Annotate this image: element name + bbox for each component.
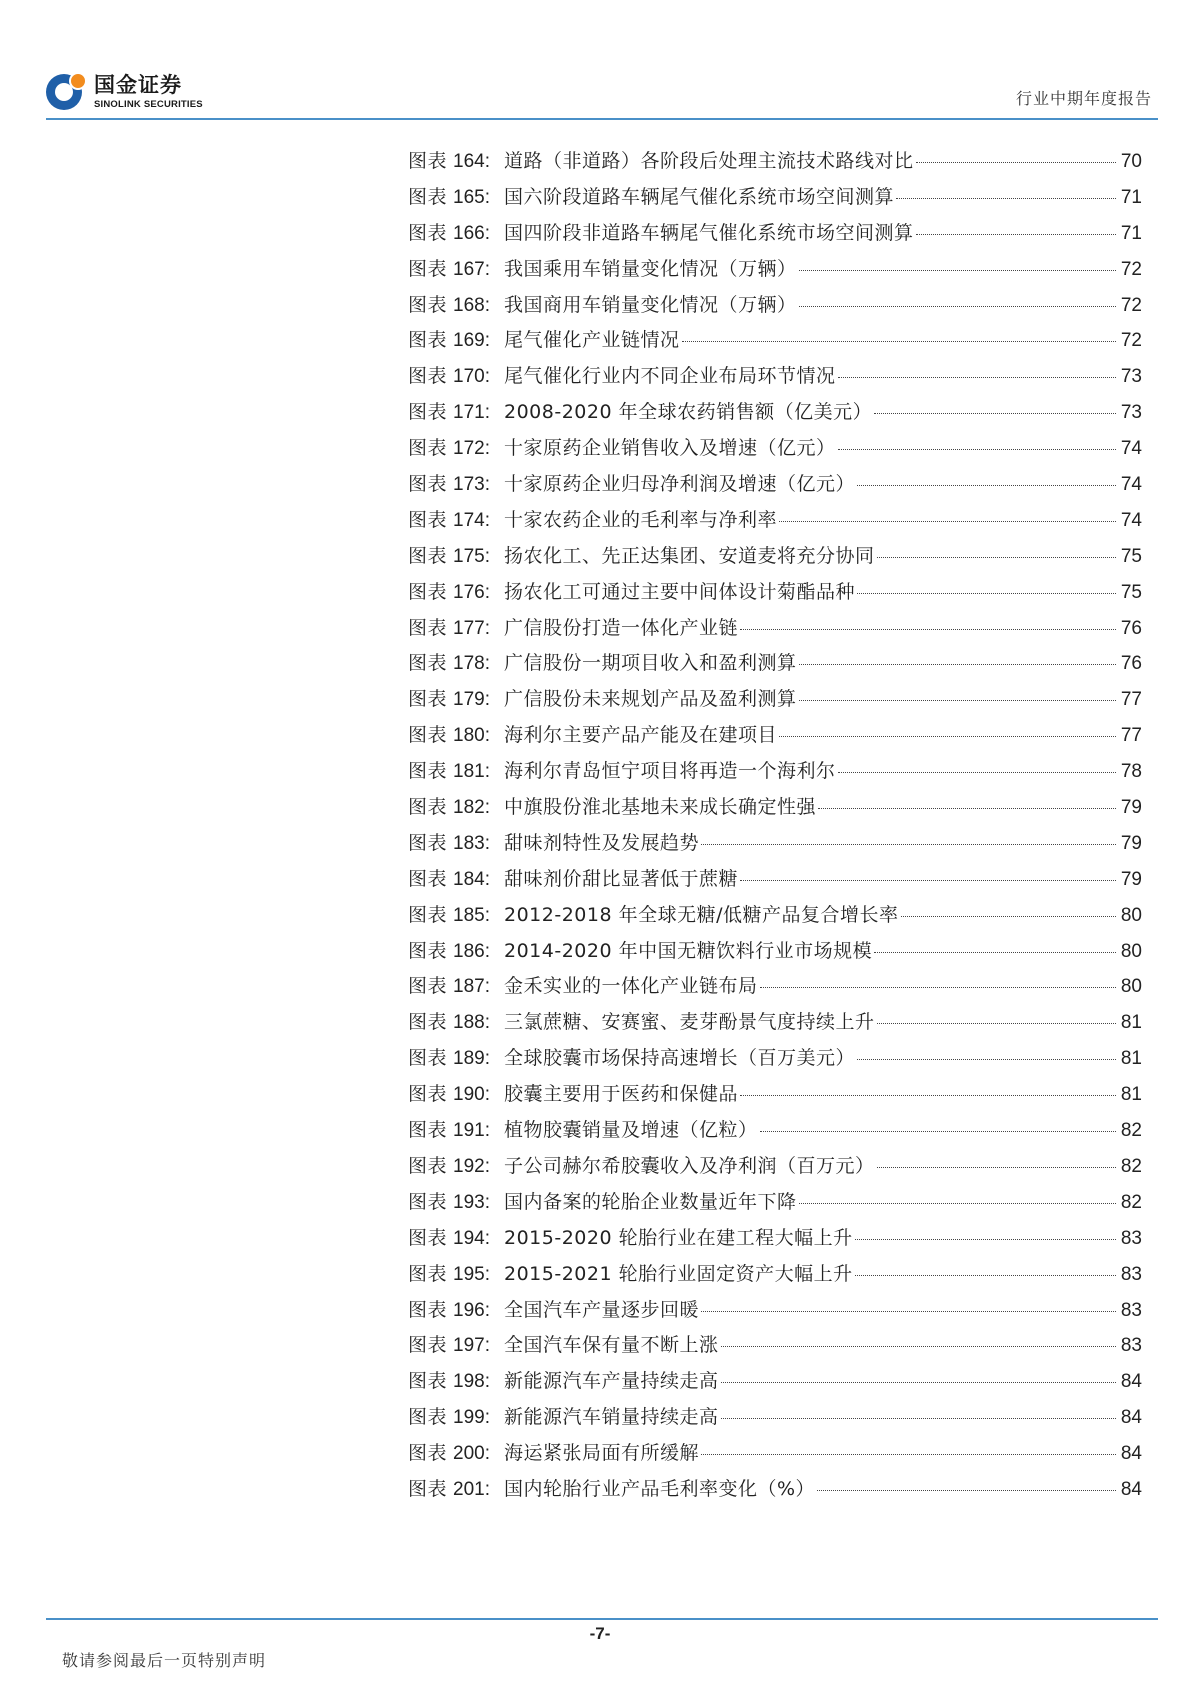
toc-entry-label: 图表 [408,1226,448,1249]
toc-entry-title: 扬农化工、先正达集团、安道麦将充分协同 [504,544,875,567]
toc-entry[interactable] [408,254,1142,290]
toc-entry-label: 图表 [408,544,448,567]
toc-entry[interactable] [408,361,1142,397]
toc-dot-leader [901,916,1116,917]
toc-entry-title: 中旗股份淮北基地未来成长确定性强 [504,796,817,819]
toc-entry-number: 187: [453,976,490,998]
toc-entry-number: 201: [453,1478,490,1500]
toc-entry-page: 81 [1120,1012,1142,1034]
toc-entry-title: 植物胶囊销量及增速（亿粒） [504,1119,758,1142]
toc-dot-leader [877,1167,1116,1168]
toc-entry[interactable] [408,1295,1142,1331]
toc-entry-title: 甜味剂价甜比显著低于蔗糖 [504,867,739,890]
toc-entry-number: 199: [453,1407,490,1429]
toc-dot-leader [817,1490,1116,1491]
toc-entry-label: 图表 [408,1047,448,1070]
toc-entry[interactable] [408,1474,1142,1510]
toc-entry[interactable] [408,1223,1142,1259]
toc-entry-title: 子公司赫尔希胶囊收入及净利润（百万元） [504,1154,875,1177]
toc-entry-title: 广信股份打造一体化产业链 [504,616,739,639]
toc-dot-leader [874,952,1116,953]
toc-dot-leader [682,341,1116,342]
toc-entry-page: 83 [1120,1299,1142,1321]
toc-entry[interactable] [408,792,1142,828]
toc-entry-number: 171: [453,402,490,424]
toc-entry-page: 76 [1120,617,1142,639]
toc-entry-number: 176: [453,581,490,603]
toc-entry-page: 83 [1120,1263,1142,1285]
toc-entry-label: 图表 [408,1298,448,1321]
toc-entry-number: 188: [453,1012,490,1034]
toc-entry-page: 72 [1120,294,1142,316]
toc-entry[interactable] [408,936,1142,972]
toc-entry-title: 2015-2020 轮胎行业在建工程大幅上升 [504,1226,853,1249]
toc-entry-title: 2015-2021 轮胎行业固定资产大幅上升 [504,1262,853,1285]
toc-entry-title: 金禾实业的一体化产业链布局 [504,975,758,998]
toc-entry[interactable] [408,1438,1142,1474]
toc-dot-leader [740,880,1116,881]
toc-dot-leader [779,736,1116,737]
toc-entry-page: 82 [1120,1155,1142,1177]
toc-entry-number: 198: [453,1371,490,1393]
toc-entry-label: 图表 [408,508,448,531]
toc-entry[interactable] [408,648,1142,684]
toc-dot-leader [701,844,1116,845]
toc-entry-page: 79 [1120,868,1142,890]
toc-entry-label: 图表 [408,329,448,352]
toc-entry-page: 83 [1120,1335,1142,1357]
toc-entry-label: 图表 [408,1119,448,1142]
toc-entry-number: 165: [453,186,490,208]
toc-entry-title: 三氯蔗糖、安赛蜜、麦芽酚景气度持续上升 [504,1011,875,1034]
toc-entry-number: 178: [453,653,490,675]
toc-dot-leader [701,1311,1116,1312]
toc-dot-leader [799,664,1116,665]
toc-entry-title: 国四阶段非道路车辆尾气催化系统市场空间测算 [504,221,914,244]
toc-entry-number: 175: [453,545,490,567]
toc-entry-label: 图表 [408,688,448,711]
toc-entry[interactable] [408,182,1142,218]
toc-entry-number: 182: [453,797,490,819]
toc-entry-number: 186: [453,940,490,962]
toc-entry-label: 图表 [408,652,448,675]
toc-entry-number: 172: [453,438,490,460]
toc-entry-number: 189: [453,1048,490,1070]
toc-dot-leader [760,1131,1116,1132]
toc-entry[interactable] [408,971,1142,1007]
toc-entry-page: 78 [1120,761,1142,783]
toc-entry-page: 71 [1120,186,1142,208]
toc-dot-leader [701,1454,1116,1455]
toc-entry-number: 174: [453,509,490,531]
toc-entry-number: 192: [453,1155,490,1177]
toc-entry-label: 图表 [408,1083,448,1106]
toc-entry[interactable] [408,290,1142,326]
toc-entry-title: 新能源汽车销量持续走高 [504,1406,719,1429]
disclaimer: 敬请参阅最后一页特别声明 [62,1651,267,1670]
toc-entry-label: 图表 [408,975,448,998]
toc-entry[interactable] [408,1187,1142,1223]
toc-entry-page: 82 [1120,1191,1142,1213]
toc-entry-number: 177: [453,617,490,639]
toc-dot-leader [896,198,1116,199]
toc-entry[interactable] [408,1366,1142,1402]
toc-entry[interactable] [408,541,1142,577]
toc-entry-number: 185: [453,904,490,926]
toc-entry-title: 海利尔青岛恒宁项目将再造一个海利尔 [504,760,836,783]
page-header [46,68,1158,120]
toc-entry-label: 图表 [408,760,448,783]
toc-entry-label: 图表 [408,1190,448,1213]
toc-dot-leader [721,1418,1116,1419]
toc-entry-number: 191: [453,1120,490,1142]
toc-entry-page: 82 [1120,1120,1142,1142]
toc-entry[interactable] [408,756,1142,792]
toc-entry-number: 179: [453,689,490,711]
toc-entry-page: 73 [1120,402,1142,424]
toc-entry-title: 国内备案的轮胎企业数量近年下降 [504,1190,797,1213]
toc-entry[interactable] [408,613,1142,649]
toc-entry-page: 83 [1120,1227,1142,1249]
toc-dot-leader [740,1095,1116,1096]
toc-entry-page: 79 [1120,797,1142,819]
page-number: -7- [589,1624,611,1643]
toc-dot-leader [838,772,1116,773]
toc-dot-leader [818,808,1116,809]
toc-entry-label: 图表 [408,903,448,926]
company-logo [46,70,203,114]
toc-entry-page: 80 [1120,904,1142,926]
toc-entry-title: 道路（非道路）各阶段后处理主流技术路线对比 [504,150,914,172]
toc-entry-title: 我国乘用车销量变化情况（万辆） [504,257,797,280]
toc-dot-leader [779,521,1116,522]
toc-entry-page: 77 [1120,689,1142,711]
toc-entry-page: 84 [1120,1371,1142,1393]
toc-entry-label: 图表 [408,473,448,496]
toc-entry-page: 72 [1120,258,1142,280]
toc-entry[interactable] [408,433,1142,469]
toc-entry-number: 195: [453,1263,490,1285]
toc-entry[interactable] [408,1007,1142,1043]
toc-entry[interactable] [408,1330,1142,1366]
toc-entry-title: 十家原药企业归母净利润及增速（亿元） [504,473,856,496]
toc-entry-number: 167: [453,258,490,280]
toc-entry-page: 74 [1120,474,1142,496]
toc-dot-leader [838,377,1116,378]
toc-entry[interactable] [408,1151,1142,1187]
toc-entry-label: 图表 [408,257,448,280]
toc-entry-page: 75 [1120,545,1142,567]
toc-entry-title: 海运紧张局面有所缓解 [504,1442,700,1465]
toc-entry-title: 胶囊主要用于医药和保健品 [504,1083,739,1106]
toc-entry-number: 193: [453,1191,490,1213]
toc-entry-label: 图表 [408,365,448,388]
toc-entry-label: 图表 [408,1406,448,1429]
toc-entry-title: 2008-2020 年全球农药销售额（亿美元） [504,401,873,424]
toc-entry-title: 国六阶段道路车辆尾气催化系统市场空间测算 [504,185,895,208]
toc-entry-title: 十家原药企业销售收入及增速（亿元） [504,437,836,460]
toc-dot-leader [740,629,1116,630]
toc-dot-leader [855,1239,1116,1240]
toc-entry-number: 200: [453,1443,490,1465]
toc-entry[interactable] [408,684,1142,720]
toc-entry-title: 尾气催化产业链情况 [504,329,680,352]
toc-dot-leader [799,1203,1116,1204]
toc-entry-label: 图表 [408,1334,448,1357]
toc-entry-label: 图表 [408,867,448,890]
toc-entry-number: 194: [453,1227,490,1249]
toc-entry-label: 图表 [408,616,448,639]
toc-dot-leader [857,1059,1116,1060]
toc-dot-leader [916,234,1116,235]
toc-dot-leader [721,1346,1116,1347]
toc-entry-number: 197: [453,1335,490,1357]
toc-dot-leader [877,1023,1116,1024]
toc-entry-label: 图表 [408,1477,448,1500]
toc-entry[interactable] [408,469,1142,505]
toc-entry-label: 图表 [408,796,448,819]
toc-entry-label: 图表 [408,1011,448,1034]
toc-entry-label: 图表 [408,1154,448,1177]
toc-entry-label: 图表 [408,1442,448,1465]
toc-entry-page: 81 [1120,1084,1142,1106]
toc-entry-title: 全国汽车产量逐步回暖 [504,1298,700,1321]
toc-entry-label: 图表 [408,831,448,854]
toc-entry-title: 海利尔主要产品产能及在建项目 [504,724,778,747]
toc-entry-title: 国内轮胎行业产品毛利率变化（%） [504,1477,816,1500]
toc-entry-label: 图表 [408,401,448,424]
toc-dot-leader [799,270,1116,271]
toc-dot-leader [799,306,1116,307]
toc-entry-number: 180: [453,725,490,747]
toc-entry-label: 图表 [408,185,448,208]
toc-entry-page: 76 [1120,653,1142,675]
toc-entry-page: 72 [1120,330,1142,352]
toc-entry[interactable] [408,900,1142,936]
toc-entry-number: 181: [453,761,490,783]
toc-entry[interactable] [408,218,1142,254]
toc-entry-label: 图表 [408,939,448,962]
toc-entry-title: 广信股份一期项目收入和盈利测算 [504,652,797,675]
sinolink-logo-icon [46,72,86,112]
toc-entry-number: 184: [453,868,490,890]
toc-entry[interactable] [408,864,1142,900]
logo-chinese-name: 国金证券 [94,72,182,97]
report-type: 行业中期年度报告 [1015,89,1152,108]
toc-dot-leader [799,700,1116,701]
toc-entry[interactable] [408,1259,1142,1295]
toc-dot-leader [916,162,1116,163]
toc-entry-label: 图表 [408,580,448,603]
toc-entry-title: 全国汽车保有量不断上涨 [504,1334,719,1357]
toc-entry-label: 图表 [408,724,448,747]
toc-entry-number: 190: [453,1084,490,1106]
toc-entry-page: 80 [1120,976,1142,998]
toc-entry-page: 79 [1120,832,1142,854]
toc-entry-title: 甜味剂特性及发展趋势 [504,831,700,854]
toc-entry-number: 196: [453,1299,490,1321]
toc-entry[interactable] [408,720,1142,756]
toc-entry[interactable] [408,577,1142,613]
toc-entry-title: 尾气催化行业内不同企业布局环节情况 [504,365,836,388]
toc-entry-number: 183: [453,832,490,854]
toc-entry-page: 70 [1120,151,1142,172]
logo-text [94,72,203,110]
toc-entry-label: 图表 [408,1262,448,1285]
toc-dot-leader [857,593,1116,594]
toc-entry-page: 84 [1120,1407,1142,1429]
toc-entry[interactable] [408,1043,1142,1079]
toc-entry-number: 173: [453,474,490,496]
toc-entry[interactable] [408,397,1142,433]
toc-dot-leader [877,557,1116,558]
toc-entry[interactable] [408,828,1142,864]
toc-entry-title: 十家农药企业的毛利率与净利率 [504,508,778,531]
toc-entry-title: 2012-2018 年全球无糖/低糖产品复合增长率 [504,903,899,926]
toc-entry-number: 164: [453,151,490,172]
table-of-figures [408,146,1142,1510]
toc-dot-leader [721,1382,1116,1383]
toc-dot-leader [760,987,1116,988]
toc-entry[interactable] [408,1079,1142,1115]
toc-entry-page: 84 [1120,1443,1142,1465]
toc-entry-label: 图表 [408,437,448,460]
toc-entry-number: 166: [453,222,490,244]
toc-dot-leader [874,413,1116,414]
toc-entry-page: 80 [1120,940,1142,962]
footer-divider [46,1618,1158,1620]
toc-entry-title: 扬农化工可通过主要中间体设计菊酯品种 [504,580,856,603]
toc-entry-page: 71 [1120,222,1142,244]
toc-entry-label: 图表 [408,150,448,172]
toc-entry-page: 74 [1120,509,1142,531]
toc-dot-leader [838,449,1116,450]
toc-entry-label: 图表 [408,1370,448,1393]
toc-entry-number: 168: [453,294,490,316]
toc-entry-label: 图表 [408,221,448,244]
toc-entry[interactable] [408,1115,1142,1151]
toc-entry-number: 169: [453,330,490,352]
toc-entry-title: 广信股份未来规划产品及盈利测算 [504,688,797,711]
toc-entry-title: 我国商用车销量变化情况（万辆） [504,293,797,316]
toc-entry[interactable] [408,1402,1142,1438]
toc-entry-title: 全球胶囊市场保持高速增长（百万美元） [504,1047,856,1070]
toc-entry-label: 图表 [408,293,448,316]
toc-entry-page: 77 [1120,725,1142,747]
toc-entry[interactable] [408,325,1142,361]
toc-entry[interactable] [408,146,1142,182]
toc-entry-title: 2014-2020 年中国无糖饮料行业市场规模 [504,939,873,962]
toc-entry-number: 170: [453,366,490,388]
toc-entry-page: 73 [1120,366,1142,388]
toc-entry[interactable] [408,505,1142,541]
toc-dot-leader [857,485,1116,486]
toc-dot-leader [855,1275,1116,1276]
toc-entry-title: 新能源汽车产量持续走高 [504,1370,719,1393]
logo-english-name: SINOLINK SECURITIES [94,98,203,110]
toc-entry-page: 75 [1120,581,1142,603]
toc-entry-page: 84 [1120,1478,1142,1500]
toc-entry-page: 81 [1120,1048,1142,1070]
toc-entry-page: 74 [1120,438,1142,460]
